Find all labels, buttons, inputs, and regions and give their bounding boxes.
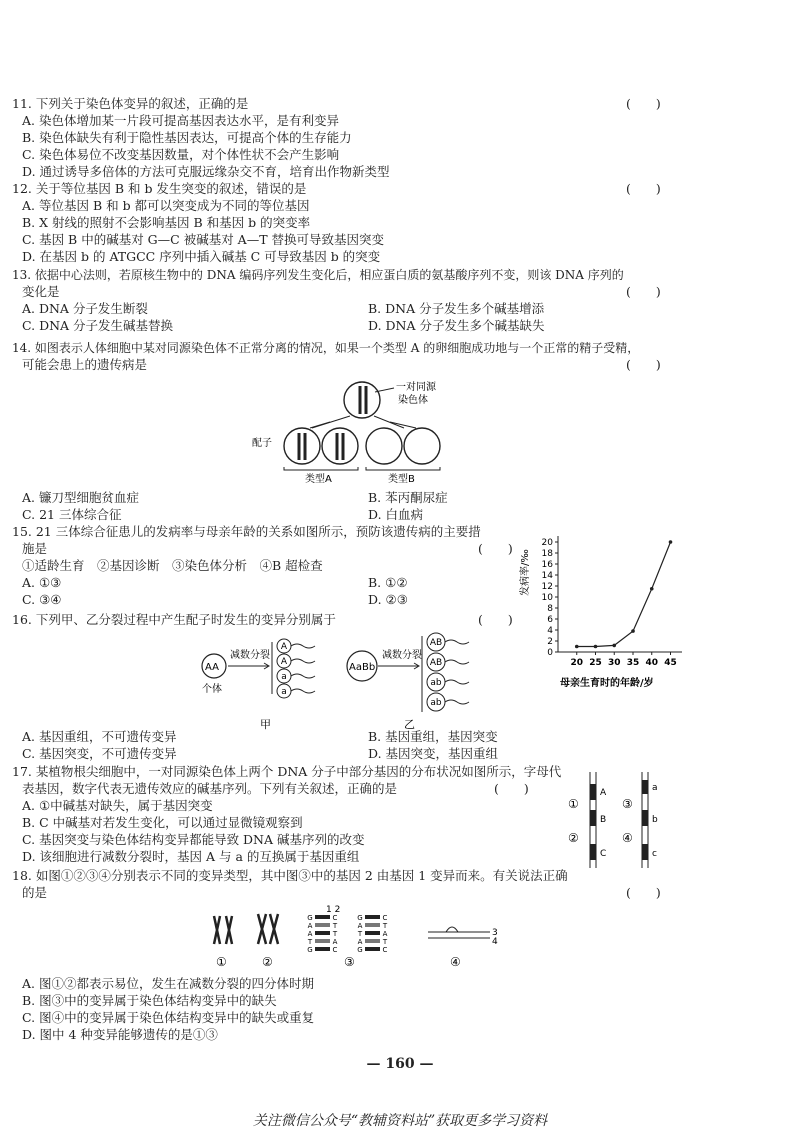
q16-cell-aabb: AaBb [349,662,376,673]
q17-gene-c-lower: c [652,849,657,859]
q12-option-c: C. 基因 B 中的碱基对 G—C 被碱基对 A—T 替换可导致基因突变 [22,232,385,247]
chart-ytick-label: 6 [547,615,553,625]
q11-stem: 11. 下列关于染色体变异的叙述，正确的是 [12,96,249,111]
q18-fig3-base: T [332,922,338,930]
q11-option-a: A. 染色体增加某一片段可提高基因表达水平，是有利变异 [22,113,339,128]
q14-option-a: A. 镰刀型细胞贫血症 [22,490,139,505]
chart-ytick-label: 16 [541,560,553,570]
q16-gamete-tail [291,644,315,648]
q12-answer-paren: ( ) [626,181,661,196]
q16-gamete-tail [445,680,469,684]
q12-option-a: A. 等位基因 B 和 b 都可以突变成为不同的等位基因 [22,198,310,213]
q17-stem-line1: 17. 某植物根尖细胞中，一对同源染色体上两个 DNA 分子中部分基因的分布状况如图所示，字母代 [12,764,562,779]
q16-cell-aa: AA [205,662,219,673]
q15-chart [516,526,706,692]
chart-xtick-label: 45 [664,658,677,668]
q18-fig3-base: A [357,938,363,946]
chart-xtick-label: 40 [645,658,659,668]
q17-gene-b-upper: B [600,815,607,825]
q15-sub-options: ①适龄生育 ②基因诊断 ③染色体分析 ④B 超检查 [22,558,323,573]
chart-ytick-label: 14 [541,571,553,581]
q14-label-type-a: 类型A [305,474,332,485]
chart-axes [558,536,682,652]
q18-fig3-bond [365,931,380,935]
promo-banner: 关注微信公众号“教辅资料站”获取更多学习资料 [252,1113,548,1129]
q13-stem-line1: 13. 依据中心法则，若原核生物中的 DNA 编码序列发生变化后，相应蛋白质的氨基酸序列不变，则该 DNA 序列的 [12,268,624,282]
q16-gamete-tail [445,640,469,644]
q18-fig3-bond [315,915,330,919]
q12-option-d: D. 在基因 b 的 ATGCC 序列中插入碱基 C 可导致基因 b 的突变 [22,249,381,264]
q14-option-d: D. 白血病 [368,507,424,522]
q13-option-d: D. DNA 分子发生多个碱基缺失 [368,318,545,333]
q16-gamete-tail [291,689,315,693]
q18-fig2-chromosomes [258,914,278,944]
q18-fig4-label-4: 4 [492,937,498,947]
q16-gametes-yi [427,633,469,711]
q18-fig3-bond [315,923,330,927]
q18-figure [200,904,520,972]
q17-option-c: C. 基因突变与染色体结构变异都能导致 DNA 碱基序列的改变 [22,832,365,847]
q16-label-yi: 乙 [404,718,415,731]
q13-option-b: B. DNA 分子发生多个碱基增添 [368,301,545,316]
q13-stem-line2: 变化是 [22,284,60,299]
chart-ytick-label: 10 [541,593,553,603]
q16-figure [198,632,488,732]
q15-option-a: A. ①③ [22,575,62,590]
q16-gamete-jia-label: a [281,672,287,682]
q14-option-c: C. 21 三体综合征 [22,507,122,522]
q14-label-chromosome: 染色体 [398,395,428,406]
q17-num-3: ③ [622,797,633,811]
q11-option-c: C. 染色体易位不改变基因数量，对个体性状不会产生影响 [22,147,340,162]
q15-option-d: D. ②③ [368,592,408,607]
chart-point [612,644,616,648]
q18-stem-line2: 的是 [22,885,48,900]
chart-xtick-label: 30 [607,658,621,668]
q18-fig3-base: G [307,946,313,954]
chart-ytick-label: 12 [541,582,553,592]
chart-point [575,645,579,649]
q16-gamete-jia-label: a [281,687,287,697]
q17-figure [566,770,676,870]
q18-fig3-bond [315,939,330,943]
q18-fig3-base: G [357,914,363,922]
q17-stem-line2: 表基因，数字代表无遗传效应的碱基序列。下列有关叙述，正确的是 [22,781,398,796]
q14-label-pair: 一对同源 [396,382,436,393]
q17-num-2: ② [568,831,579,845]
q18-fig3-base: T [332,930,338,938]
q13-option-a: A. DNA 分子发生断裂 [22,301,148,316]
q17-gene-a-upper: A [600,788,607,798]
q18-fig3-bond [365,915,380,919]
q18-option-c: C. 图④中的变异属于染色体结构变异中的缺失或重复 [22,1010,315,1025]
q17-option-d: D. 该细胞进行减数分裂时，基因 A 与 a 的互换属于基因重组 [22,849,360,864]
q18-answer-paren: ( ) [626,885,661,900]
q17-gene-a-lower: a [652,783,658,793]
chart-point [669,540,673,544]
q18-fig3-bond [365,923,380,927]
q18-fig3-base: C [332,946,338,954]
q15-option-b: B. ①② [368,575,408,590]
q14-figure [250,378,470,488]
q16-gamete-yi-label: ab [430,678,442,688]
chart-point [650,587,654,591]
q18-fig3-bond [365,947,380,951]
q15-option-c: C. ③④ [22,592,62,607]
q12-stem: 12. 关于等位基因 B 和 b 发生突变的叙述，错误的是 [12,181,307,196]
q18-fig3-base: C [382,946,388,954]
q16-gamete-tail [291,674,315,678]
q13-option-c: C. DNA 分子发生碱基替换 [22,318,174,333]
chart-xticks [570,652,676,668]
chart-xtick-label: 35 [626,658,640,668]
q18-fig3-base: C [332,914,338,922]
q15-answer-paren: ( ) [478,541,513,556]
chart-ytick-label: 0 [547,648,553,658]
q16-gamete-yi-label: AB [429,638,443,648]
q16-stem: 16. 下列甲、乙分裂过程中产生配子时发生的变异分别属于 [12,612,336,627]
chart-xtick-label: 20 [570,658,584,668]
q18-num-2: ② [262,955,273,969]
q18-fig3-base: A [357,922,363,930]
q16-gamete-yi-label: AB [429,658,443,668]
q18-fig4-label-3: 3 [492,928,498,938]
q14-answer-paren: ( ) [626,357,661,372]
q17-gene-c-upper: C [600,849,607,859]
q16-answer-paren: ( ) [478,612,513,627]
q12-option-b: B. X 射线的照射不会影响基因 B 和基因 b 的突变率 [22,215,311,230]
q14-stem-line1: 14. 如图表示人体细胞中某对同源染色体不正常分离的情况，如果一个类型 A 的卵细胞成功地与一个正常的精子受精， [12,341,640,355]
q18-option-a: A. 图①②都表示易位，发生在减数分裂的四分体时期 [22,976,314,991]
q11-option-d: D. 通过诱导多倍体的方法可克服远缘杂交不育，培育出作物新类型 [22,164,390,179]
chart-xlabel: 母亲生育时的年龄/岁 [560,678,654,689]
q17-gene-b-lower: b [652,815,658,825]
chart-points [575,540,672,648]
q18-option-b: B. 图③中的变异属于染色体结构变异中的缺失 [22,993,277,1008]
chart-point [631,629,635,633]
q18-fig3-base: T [357,930,363,938]
q18-fig4-chromosome [428,927,498,947]
q16-gamete-jia-label: A [280,657,288,667]
q16-option-a: A. 基因重组，不可遗传变异 [22,729,177,744]
q16-option-d: D. 基因突变，基因重组 [368,746,499,761]
q11-answer-paren: ( ) [626,96,661,111]
q16-label-jia: 甲 [260,718,271,731]
q18-fig3-base: G [357,946,363,954]
q16-gametes-jia [277,639,315,698]
q17-option-a: A. ①中碱基对缺失，属于基因突变 [22,798,213,813]
q18-fig3-base: T [307,938,313,946]
q18-fig3-base: T [382,922,388,930]
chart-ylabel: 发病率/‰ [520,549,531,596]
q16-meiosis-label-yi: 减数分裂 [382,650,422,661]
q16-option-b: B. 基因重组，基因突变 [368,729,498,744]
q14-stem-line2: 可能会患上的遗传病是 [22,357,148,372]
chart-ytick-label: 18 [541,549,553,559]
q18-fig3-base: A [332,938,338,946]
q16-gamete-yi-label: ab [430,698,442,708]
chart-point [594,645,598,649]
q18-num-3: ③ [344,955,355,969]
q16-gamete-tail [291,659,315,663]
q15-stem-line1: 15. 21 三体综合征患儿的发病率与母亲年龄的关系如图所示，预防该遗传病的主要措 [12,524,481,539]
q17-num-4: ④ [622,831,633,845]
q16-individual-label: 个体 [202,684,222,695]
chart-ytick-label: 20 [541,538,553,548]
q18-fig3-base: A [307,930,313,938]
q18-fig3-base: C [382,914,388,922]
q17-num-1: ① [568,797,579,811]
q16-gamete-jia-label: A [280,642,288,652]
chart-yticks [542,538,558,658]
q17-answer-paren: ( ) [494,781,529,796]
q14-option-b: B. 苯丙酮尿症 [368,490,448,505]
q15-stem-line2: 施是 [22,541,48,556]
chart-ytick-label: 8 [547,604,553,614]
q16-gamete-tail [445,700,469,704]
q18-num-1: ① [216,955,227,969]
q18-option-d: D. 图中 4 种变异能够遗传的是①③ [22,1027,218,1042]
chart-series-line [577,542,671,647]
q17-option-b: B. C 中碱基对若发生变化，可以通过显微镜观察到 [22,815,303,830]
q16-gamete-tail [445,660,469,664]
q18-fig1-chromosomes [214,916,232,944]
q14-label-type-b: 类型B [388,474,415,485]
q18-fig3-dna [307,905,388,954]
q14-label-gamete: 配子 [252,438,272,449]
q18-fig3-base: G [307,914,313,922]
q18-fig3-base: A [382,930,388,938]
q16-option-c: C. 基因突变，不可遗传变异 [22,746,177,761]
q18-fig3-base: T [382,938,388,946]
q11-option-b: B. 染色体缺失有利于隐性基因表达，可提高个体的生存能力 [22,130,352,145]
q16-meiosis-label-jia: 减数分裂 [230,650,270,661]
page-number: — 160 — [366,1056,434,1072]
q18-fig3-bond [365,939,380,943]
q18-fig3-base: A [307,922,313,930]
q18-num-4: ④ [450,955,461,969]
q18-fig3-top-label: 1 2 [326,905,341,915]
q18-stem-line1: 18. 如图①②③④分别表示不同的变异类型，其中图③中的基因 2 由基因 1 变异而来。有关说法正确 [12,868,568,883]
q13-answer-paren: ( ) [626,284,661,299]
chart-ytick-label: 2 [547,637,553,647]
q18-fig3-bond [315,931,330,935]
q18-fig3-bond [315,947,330,951]
chart-xtick-label: 25 [589,658,602,668]
chart-ytick-label: 4 [547,626,553,636]
